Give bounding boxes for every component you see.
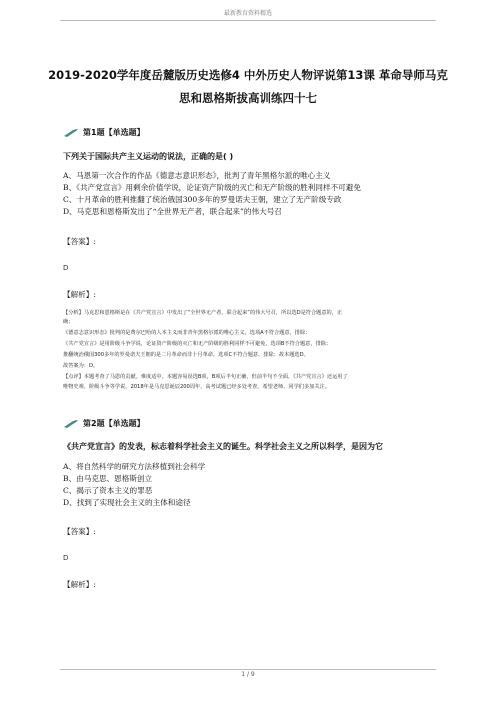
q1-analysis-line: 《德意志意识形态》批判的是费尔巴哈的人本主义而非青年黑格尔派的唯心主义，选项A不符合题意，排除； (63, 330, 311, 336)
header-text: 最新教育资料精选 (223, 10, 272, 17)
q2-answer-value: D (63, 554, 69, 562)
q1-analysis-line: 《共产党宣言》是用阶级斗争学说，论证资产阶级的灭亡和无产阶级的胜利同样不可避免，选项B不符合题意，排除； (63, 341, 332, 347)
q2-option-d: D、找到了实现社会主义的主体和途径 (63, 498, 191, 507)
q2-option-a: A、将自然科学的研究方法移植到社会科学 (63, 462, 206, 471)
header-divider (60, 20, 436, 21)
q1-analysis-line: 确； (63, 319, 74, 325)
page-number: 1 / 9 (241, 671, 255, 678)
q2-answer-label: 【答案】: (63, 527, 96, 536)
q1-option-a: A、马恩第一次合作的作品《德意志意识形态》，批判了青年黑格尔派的唯心主义 (63, 171, 331, 180)
pen-icon (63, 128, 79, 138)
q1-answer-value: D (63, 264, 69, 272)
q2-stem: 《共产党宣言》的发表，标志着科学社会主义的诞生。科学社会主义之所以科学，是因为它 (63, 442, 383, 451)
pen-icon (63, 419, 79, 429)
q1-analysis-line: 推翻统治俄国300多年的罗曼诺夫王朝的是二月革命而非十月革命，选项C不符合题意，排除；故本题选D。 (63, 352, 309, 358)
q1-option-c: C、十月革命的胜利推翻了统治俄国300多年的罗曼诺夫王朝，建立了无产阶级专政 (63, 195, 342, 204)
q1-option-d: D、马克思和恩格斯发出了“全世界无产者，联合起来”的伟大号召 (63, 207, 282, 216)
q1-section-label: 第1题【单选题】 (83, 128, 145, 137)
q1-answer-label: 【答案】: (63, 237, 96, 246)
q2-section-label: 第2题【单选题】 (83, 419, 145, 428)
page-header (0, 0, 496, 16)
q1-analysis-label: 【解析】: (63, 290, 96, 299)
q2-option-c: C、揭示了资本主义的罪恶 (63, 486, 153, 495)
q2-section-heading (63, 418, 145, 429)
q2-analysis-label: 【解析】: (63, 580, 96, 589)
q1-stem: 下列关于国际共产主义运动的说法，正确的是( ) (63, 152, 234, 161)
q1-analysis-line: 【点评】本题考查了马恩的贡献。难度适中。本题容易误选B项，B项后半句正确，但前半句不全面，《共产党宣言》还运用了 (63, 374, 348, 380)
document-title-line-1: 2019-2020学年度岳麓版历史选修4 中外历史人物评说第13课 革命导师马克 (48, 68, 448, 82)
q2-option-b: B、由马克思、恩格斯创立 (63, 474, 153, 483)
q1-analysis-line: 故答案为：D。 (63, 363, 99, 369)
footer-divider (60, 669, 436, 670)
q1-analysis-line: 【分析】马克思和恩格斯是在《共产党宣言》中发出了“全世界无产者，联合起来”的伟大号召，所以选D是符合题意的，正 (63, 310, 343, 316)
document-title-line-2: 思和恩格斯拔高训练四十七 (179, 91, 317, 105)
q1-option-b: B、《共产党宣言》用剩余价值学说，论证资产阶级的灭亡和无产阶级的胜利同样不可避免 (63, 183, 361, 192)
q1-analysis-line: 唯物史观、阶级斗争等学说。2018年是马克思诞辰200周年，高考试题已经多处考查，希望老师、同学们多加关注。 (63, 384, 330, 390)
q1-section-heading (63, 127, 145, 138)
